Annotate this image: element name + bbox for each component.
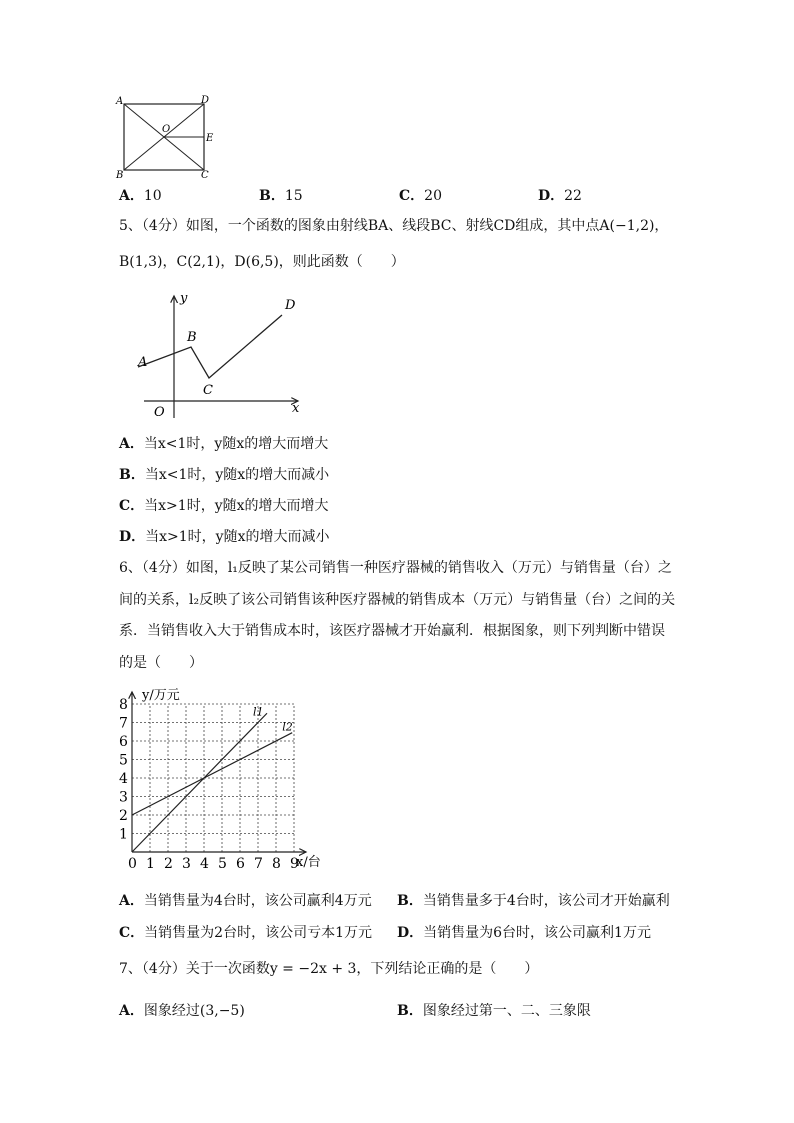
- x-tick-label-0: 0: [128, 856, 137, 872]
- q4-option-b-text: 15: [284, 188, 303, 204]
- q5-function-graph: [130, 286, 310, 420]
- q5-option-a: [119, 434, 328, 454]
- x-tick-label-4: 4: [200, 856, 209, 872]
- x-tick-label-5: 5: [218, 856, 227, 872]
- x-tick-label-7: 7: [254, 856, 263, 872]
- q5-graph-line: [138, 315, 282, 378]
- y-tick-label-5: 5: [119, 752, 128, 769]
- q4-label-e: E: [206, 133, 214, 144]
- q5-label-o: O: [154, 405, 165, 420]
- q5-label-d: D: [285, 298, 296, 313]
- q5-option-d-text: 当x>1时，y随x的增大而减小: [145, 529, 330, 545]
- y-tick-label-6: 6: [119, 734, 128, 750]
- q5-label-a: A: [138, 355, 148, 370]
- q5-option-b-label: B．: [119, 467, 145, 483]
- q4-option-a-label: A．: [119, 188, 144, 204]
- q4-option-b-label: B．: [259, 188, 285, 204]
- q6-option-c-label: C．: [119, 925, 145, 941]
- series-label-l1: l1: [253, 705, 264, 719]
- q7-option-b-text: 图象经过第一、二、三象限: [422, 1003, 591, 1019]
- q6-stem-line-1: 6、（4分）如图，l₁反映了某公司销售一种医疗器械的销售收入（万元）与销售量（台）之: [119, 560, 672, 576]
- q4-option-c-text: 20: [424, 188, 442, 204]
- q7-stem: 7、（4分）关于一次函数y = −2x + 3，下列结论正确的是（ ）: [119, 961, 539, 977]
- q6-option-a: [119, 891, 372, 911]
- q6-stem-line-4: 的是（ ）: [119, 655, 203, 671]
- x-tick-label-2: 2: [164, 856, 173, 872]
- q6-option-c-text: 当销售量为2台时，该公司亏本1万元: [144, 925, 372, 941]
- q4-rectangle-figure: [112, 92, 222, 178]
- q5-label-x: x: [292, 401, 300, 416]
- q7-option-b: [397, 1001, 591, 1021]
- series-label-l2: l2: [282, 720, 293, 734]
- q7-option-a-label: A．: [119, 1003, 144, 1019]
- y-tick-label-1: 1: [119, 826, 128, 843]
- q4-label-c: C: [201, 170, 209, 178]
- q6-option-c: [119, 923, 372, 943]
- q6-option-a-text: 当销售量为4台时，该公司赢利4万元: [143, 893, 372, 909]
- q5-option-b-text: 当x<1时，y随x的增大而减小: [144, 467, 330, 483]
- x-tick-label-6: 6: [236, 856, 245, 872]
- y-tick-label-7: 7: [119, 715, 128, 732]
- y-tick-label-8: 8: [119, 697, 128, 713]
- q6-option-d: [397, 923, 651, 943]
- q6-option-a-label: A．: [119, 893, 144, 909]
- q5-option-d-label: D．: [119, 529, 146, 545]
- q6-stem-line-2: 间的关系，l₂反映了该公司销售该种医疗器械的销售成本（万元）与销售量（台）之间的关: [119, 592, 676, 608]
- q4-option-c-label: C．: [399, 188, 425, 204]
- series-line-l2: [132, 733, 292, 815]
- x-tick-label-1: 1: [146, 856, 155, 872]
- q5-option-c-text: 当x>1时，y随x的增大而增大: [144, 498, 329, 514]
- q4-option-b: [259, 186, 303, 206]
- x-tick-label-9: 9: [290, 856, 299, 872]
- q5-stem-line-2: B(1,3)，C(2,1)，D(6,5)，则此函数（ ）: [119, 254, 405, 270]
- y-tick-label-3: 3: [119, 789, 128, 806]
- q5-label-b: B: [187, 330, 197, 345]
- q5-option-b: [119, 465, 329, 485]
- q7-option-b-label: B．: [397, 1003, 423, 1019]
- y-tick-label-2: 2: [119, 808, 128, 824]
- x-axis-label: x/台: [296, 855, 321, 870]
- q6-option-b-label: B．: [397, 893, 423, 909]
- q4-option-d-text: 22: [564, 188, 582, 204]
- q5-option-c: [119, 496, 329, 516]
- x-tick-label-3: 3: [182, 856, 191, 872]
- q4-option-c: [399, 186, 442, 206]
- q5-label-c: C: [203, 383, 213, 398]
- series-line-l1: [132, 713, 267, 852]
- q5-option-c-label: C．: [119, 498, 145, 514]
- q6-option-b-text: 当销售量多于4台时，该公司才开始赢利: [422, 893, 670, 909]
- q4-option-a: [119, 186, 162, 206]
- q6-line-chart: [108, 684, 340, 882]
- q6-option-d-text: 当销售量为6台时，该公司赢利1万元: [423, 925, 651, 941]
- q5-option-d: [119, 527, 329, 547]
- q4-option-d: [538, 186, 582, 206]
- y-axis-label: y/万元: [142, 688, 180, 703]
- q4-label-a: A: [116, 96, 124, 107]
- q5-option-a-label: A．: [119, 436, 144, 452]
- q5-option-a-text: 当x<1时，y随x的增大而增大: [143, 436, 329, 452]
- q4-option-d-label: D．: [538, 188, 565, 204]
- q4-option-a-text: 10: [143, 188, 162, 204]
- q6-option-d-label: D．: [397, 925, 424, 941]
- q4-label-o: O: [162, 124, 171, 135]
- q4-label-d: D: [201, 95, 210, 106]
- q5-stem-line-1: 5、（4分）如图，一个函数的图象由射线BA、线段BC、射线CD组成，其中点A(−1,2)，: [119, 218, 669, 234]
- x-tick-label-8: 8: [272, 856, 281, 872]
- q6-stem-line-3: 系．当销售收入大于销售成本时，该医疗器械才开始赢利．根据图象，则下列判断中错误: [119, 623, 665, 639]
- q6-option-b: [397, 891, 670, 911]
- q7-option-a-text: 图象经过(3,−5): [143, 1003, 245, 1019]
- q7-option-a: [119, 1001, 245, 1021]
- y-tick-label-4: 4: [119, 771, 128, 787]
- q4-label-b: B: [116, 170, 124, 178]
- q5-label-y: y: [180, 291, 188, 306]
